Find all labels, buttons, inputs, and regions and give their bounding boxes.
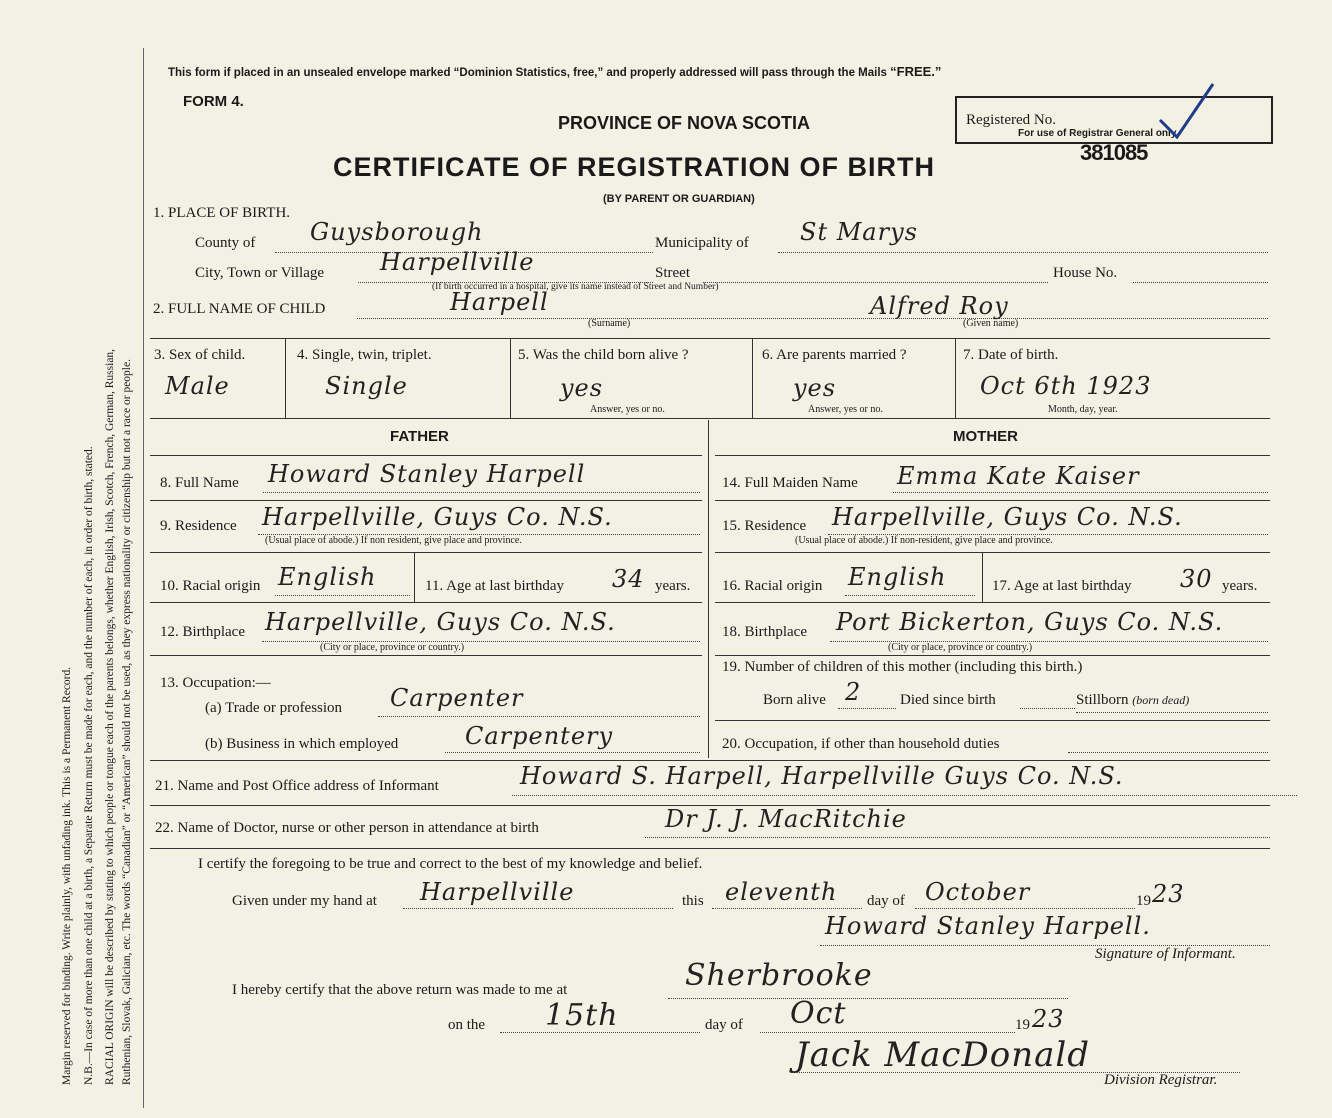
married-value: yes (793, 374, 837, 402)
mail-note-text: This form if placed in an unsealed envelope marked “Dominion Statistics, free,” and properly addressed will pass through the Mails (168, 67, 887, 79)
street-label: Street (655, 265, 690, 281)
mother-age-label: 17. Age at last birthday (992, 578, 1132, 594)
certify-day-value: eleventh (725, 878, 838, 906)
margin-rule (143, 48, 144, 1108)
m-row14-top (715, 455, 1270, 456)
registrar-signature-label: Division Registrar. (1104, 1072, 1218, 1088)
born-alive-value: 2 (845, 678, 862, 706)
mother-occupation-label: 20. Occupation, if other than household duties (722, 736, 1000, 752)
m-row16-div (982, 552, 983, 602)
alive-label: 5. Was the child born alive ? (518, 347, 689, 363)
informant-value: Howard S. Harpell, Harpellville Guys Co. N.S. (520, 762, 1124, 790)
mail-note-free: “FREE.” (890, 64, 942, 79)
registrar-day-value: 15th (545, 998, 619, 1033)
registrar-month-value: Oct (790, 996, 847, 1031)
f-row8-top (150, 455, 702, 456)
informant-signature-label: Signature of Informant. (1095, 946, 1236, 962)
row3-bottom (150, 418, 1270, 419)
father-trade-label: (a) Trade or profession (205, 700, 343, 716)
stillborn-text: Stillborn (1076, 692, 1129, 708)
married-note: Answer, yes or no. (808, 404, 883, 415)
page-title: CERTIFICATE OF REGISTRATION OF BIRTH (333, 152, 935, 182)
house-label: House No. (1053, 265, 1118, 281)
f-row9-top (150, 500, 702, 501)
married-label: 6. Are parents married ? (762, 347, 907, 363)
registrar-year-value: 23 (1032, 1005, 1065, 1033)
father-years-label: years. (655, 578, 691, 594)
page-subtitle: (BY PARENT OR GUARDIAN) (603, 193, 755, 205)
certify-year-value: 23 (1152, 880, 1185, 908)
registered-label: Registered No. (966, 112, 1056, 128)
father-age-label: 11. Age at last birthday (425, 578, 564, 594)
margin-note-3: RACIAL ORIGIN will be described by stating to which people or tongue each of the parents belongs, whether English, Irish, Scotch, French, German, Russian, (104, 348, 116, 1085)
father-name-value: Howard Stanley Harpell (268, 460, 586, 488)
stillborn-note: (born dead) (1132, 693, 1190, 707)
father-occupation-label: 13. Occupation:— (160, 675, 271, 691)
mother-race-line (845, 595, 975, 596)
city-value: Harpellville (380, 248, 535, 276)
mother-race-label: 16. Racial origin (722, 578, 823, 594)
father-residence-label: 9. Residence (160, 518, 237, 534)
row22-bottom (150, 848, 1270, 849)
registrar-statement: I hereby certify that the above return was made to me at (232, 982, 568, 998)
mother-name-label: 14. Full Maiden Name (722, 475, 858, 491)
registrar-month-line (760, 1032, 1015, 1033)
father-age-value: 34 (612, 565, 645, 593)
day-line (712, 908, 862, 909)
f-row10-div (414, 552, 415, 602)
mother-name-value: Emma Kate Kaiser (897, 462, 1140, 490)
stillborn-line (1076, 712, 1268, 713)
row3-top (150, 338, 1270, 339)
father-heading: FATHER (390, 428, 449, 445)
row3-div4 (955, 338, 956, 418)
registered-note: For use of Registrar General only. (1018, 128, 1179, 139)
father-trade-line (378, 716, 700, 717)
municipality-label: Municipality of (655, 235, 749, 251)
mother-name-line (893, 492, 1268, 493)
father-residence-value: Harpellville, Guys Co. N.S. (262, 503, 613, 531)
row3-div2 (510, 338, 511, 418)
county-label: County of (195, 235, 256, 251)
city-label: City, Town or Village (195, 265, 325, 281)
informant-signature: Howard Stanley Harpell. (825, 912, 1151, 940)
mother-residence-label: 15. Residence (722, 518, 807, 534)
alive-note: Answer, yes or no. (590, 404, 665, 415)
row3-div1 (285, 338, 286, 418)
street-line (703, 282, 1048, 283)
form-number: FORM 4. (183, 93, 244, 110)
alive-value: yes (560, 374, 604, 402)
surname-note: (Surname) (588, 318, 631, 329)
center-divider (708, 420, 709, 758)
row3-div3 (752, 338, 753, 418)
registrar-day-of-label: day of (705, 1017, 743, 1033)
mother-residence-note: (Usual place of abode.) If non-resident, give place and province. (795, 535, 1053, 546)
registrar-place-value: Sherbrooke (685, 958, 873, 993)
plural-value: Single (325, 372, 408, 400)
municipality-line (778, 252, 1268, 253)
given-place-value: Harpellville (420, 878, 575, 906)
registrar-signature: Jack MacDonald (795, 1035, 1091, 1075)
father-birthplace-value: Harpellville, Guys Co. N.S. (265, 608, 616, 636)
father-name-label: 8. Full Name (160, 475, 239, 491)
father-business-value: Carpentery (465, 722, 614, 750)
given-place-line (403, 908, 673, 909)
mother-heading: MOTHER (953, 428, 1018, 445)
margin-note-4: Ruthenian, Slovak, Galician, etc. The words “Canadian” or “American” should not be used, as they express nationality or citizenship but not a race or people. (121, 359, 133, 1085)
f-row13-top (150, 655, 702, 656)
certify-year-prefix: 19 (1136, 893, 1151, 909)
stillborn-label (1076, 692, 1189, 709)
informant-label: 21. Name and Post Office address of Informant (155, 778, 439, 794)
father-birthplace-label: 12. Birthplace (160, 624, 245, 640)
m-row15-top (715, 500, 1270, 501)
father-race-line (275, 595, 410, 596)
father-name-line (263, 492, 700, 493)
father-birthplace-note: (City or place, province or country.) (320, 642, 465, 653)
hospital-note: (If birth occurred in a hospital, give its name instead of Street and Number) (432, 282, 719, 292)
this-label: this (682, 893, 704, 909)
father-business-line (445, 752, 700, 753)
given-name-note: (Given name) (963, 318, 1019, 329)
row21-top (150, 760, 1270, 761)
on-the-label: on the (448, 1017, 486, 1033)
father-business-label: (b) Business in which employed (205, 736, 399, 752)
mother-residence-value: Harpellville, Guys Co. N.S. (832, 503, 1183, 531)
f-row12-top (150, 602, 702, 603)
died-line (1020, 708, 1075, 709)
father-race-label: 10. Racial origin (160, 578, 261, 594)
died-label: Died since birth (900, 692, 996, 708)
given-under-label: Given under my hand at (232, 893, 377, 909)
m-row16-top (715, 552, 1270, 553)
mother-race-value: English (848, 563, 947, 591)
day-of-label: day of (867, 893, 905, 909)
child-name-label: 2. FULL NAME OF CHILD (153, 301, 326, 317)
margin-note-2: N.B.—In case of more than one child at a birth, a Separate Return must be made for each, and the number of each, in order of birth, stated. (83, 446, 95, 1085)
doctor-label: 22. Name of Doctor, nurse or other person in attendance at birth (155, 820, 539, 836)
m-row20-top (715, 720, 1270, 721)
mother-birthplace-label: 18. Birthplace (722, 624, 807, 640)
province-title: PROVINCE OF NOVA SCOTIA (558, 113, 811, 133)
county-value: Guysborough (310, 218, 484, 246)
m-row19-top (715, 655, 1270, 656)
mother-birthplace-note: (City or place, province or country.) (888, 642, 1033, 653)
child-name-line (357, 318, 1268, 319)
informant-line (512, 795, 1297, 796)
certify-statement: I certify the foregoing to be true and correct to the best of my knowledge and belief. (198, 856, 703, 872)
mail-note (168, 64, 941, 79)
sex-value: Male (165, 372, 230, 400)
place-of-birth-label: 1. PLACE OF BIRTH. (153, 205, 291, 221)
born-alive-line (838, 708, 896, 709)
mother-children-label: 19. Number of children of this mother (including this birth.) (722, 659, 1083, 675)
mother-years-label: years. (1222, 578, 1258, 594)
registrar-year-prefix: 19 (1015, 1017, 1030, 1033)
child-given-name: Alfred Roy (870, 292, 1009, 320)
child-surname: Harpell (450, 288, 549, 316)
doctor-value: Dr J. J. MacRitchie (665, 805, 907, 833)
f-row10-top (150, 552, 702, 553)
dob-value: Oct 6th 1923 (980, 372, 1152, 400)
registrar-place-line (668, 998, 1068, 999)
month-line (915, 908, 1135, 909)
m-row18-top (715, 602, 1270, 603)
mother-birthplace-value: Port Bickerton, Guys Co. N.S. (836, 608, 1224, 636)
checkmark-icon (1155, 82, 1215, 142)
plural-label: 4. Single, twin, triplet. (297, 347, 432, 363)
municipality-value: St Marys (800, 218, 918, 246)
father-residence-note: (Usual place of abode.) If non resident, give place and province. (265, 535, 522, 546)
informant-signature-line (820, 945, 1270, 946)
mother-occupation-line (1068, 752, 1268, 753)
doctor-line (645, 837, 1270, 838)
father-trade-value: Carpenter (390, 684, 524, 712)
registered-number: 381085 (1080, 140, 1148, 165)
born-alive-label: Born alive (763, 692, 826, 708)
mother-age-value: 30 (1180, 565, 1213, 593)
certify-month-value: October (925, 878, 1031, 906)
house-line (1133, 282, 1268, 283)
sex-label: 3. Sex of child. (154, 347, 246, 363)
margin-note-1: Margin reserved for binding. Write plainly, with unfading ink. This is a Permanent Record. (61, 666, 73, 1085)
dob-note: Month, day, year. (1048, 404, 1118, 415)
father-race-value: English (278, 563, 377, 591)
dob-label: 7. Date of birth. (963, 347, 1059, 363)
